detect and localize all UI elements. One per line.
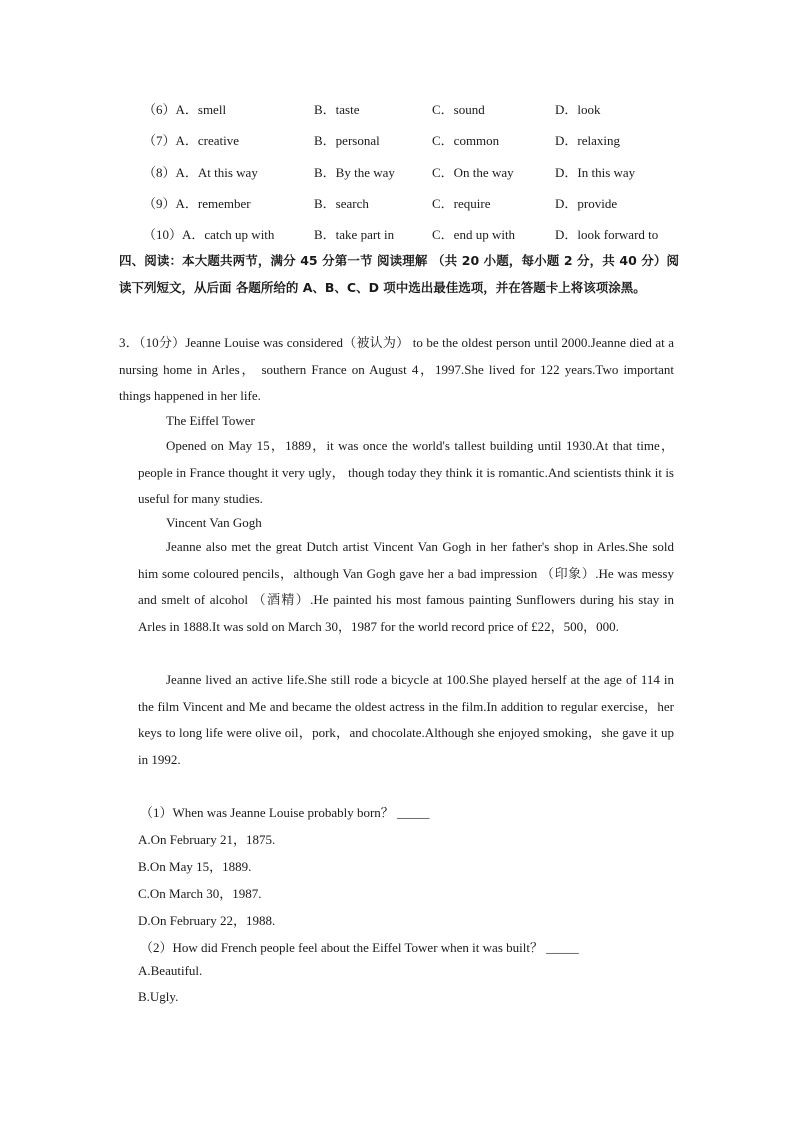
option-row — [0, 99, 794, 119]
paragraph-van-gogh: Jeanne also met the great Dutch artist Vincent Van Gogh in her father's shop in Arles.She sold him some coloured pencils，although Van Gogh gave her a bad impression （印象）.He was messy and smelt of alcohol （酒精）.He painted his most famous painting Sunflowers during his stay in Arles in 1888.It was sold on March 30，1987 for the world record price of £22，500，000. — [138, 539, 674, 634]
choice-b[interactable]: B.Ugly. — [138, 989, 179, 1004]
option-a: （6）A．smell — [143, 102, 227, 117]
option-c: C．On the way — [432, 165, 514, 180]
subheading-van-gogh: Vincent Van Gogh — [166, 515, 262, 530]
option-a: （10）A．catch up with — [143, 227, 275, 242]
passage-intro — [119, 330, 674, 410]
question-label: 3．（10分） — [119, 335, 186, 350]
choice-d[interactable]: D.On February 22，1988. — [138, 913, 276, 928]
option-a: （8）A．At this way — [143, 165, 258, 180]
choice-a[interactable]: A.On February 21，1875. — [138, 832, 276, 847]
paragraph-active-life: Jeanne lived an active life.She still rode a bicycle at 100.She played herself at the age of 114 in the film Vincent and Me and became the oldest actress in the film.In addition to regular exercise，her keys to long life were olive oil，pork，and chocolate.Although she enjoyed smoking，she gave it up in 1992. — [138, 672, 674, 767]
option-d: D．provide — [555, 196, 618, 211]
choice-c[interactable]: C.On March 30，1987. — [138, 886, 262, 901]
option-b: B．By the way — [314, 165, 395, 180]
option-d: D．In this way — [555, 165, 636, 180]
option-b: B．search — [314, 196, 369, 211]
option-row — [0, 193, 794, 213]
option-b: B．taste — [314, 102, 360, 117]
option-c: C．require — [432, 196, 491, 211]
option-b: B．take part in — [314, 227, 395, 242]
subheading-eiffel: The Eiffel Tower — [166, 413, 255, 428]
option-b: B．personal — [314, 133, 380, 148]
option-d: D．look — [555, 102, 601, 117]
option-d: D．look forward to — [555, 227, 659, 242]
choice-a[interactable]: A.Beautiful. — [138, 963, 203, 978]
option-d: D．relaxing — [555, 133, 620, 148]
section-heading: 四、阅读：本大题共两节，满分 45 分第一节 阅读理解 （共 20 小题，每小题 2 分，共 40 分）阅读下列短文，从后面 各题所给的 A、B、C、D 项中选出最佳选项，并在答题卡上将该项涂黑。 — [119, 253, 679, 295]
option-c: C．sound — [432, 102, 485, 117]
question-stem: （1）When was Jeanne Louise probably born？ _____ — [140, 805, 430, 820]
option-a: （9）A．remember — [143, 196, 251, 211]
choice-b[interactable]: B.On May 15，1889. — [138, 859, 252, 874]
question-stem: （2）How did French people feel about the Eiffel Tower when it was built？ _____ — [140, 940, 579, 955]
option-row — [0, 162, 794, 182]
option-a: （7）A．creative — [143, 133, 240, 148]
option-row — [0, 130, 794, 150]
intro-text: Jeanne Louise was considered（被认为） to be the oldest person until 2000.Jeanne died at a nursing home in Arles， southern France on August 4，1997.She lived for 122 years.Two important things happened in her life. — [119, 335, 674, 403]
option-row — [0, 224, 794, 244]
option-c: C．end up with — [432, 227, 516, 242]
paragraph-eiffel: Opened on May 15，1889，it was once the world's tallest building until 1930.At that time， people in France thought it very ugly， though today they think it is romantic.And scientists think it is useful for many studies. — [138, 438, 674, 506]
option-c: C．common — [432, 133, 500, 148]
